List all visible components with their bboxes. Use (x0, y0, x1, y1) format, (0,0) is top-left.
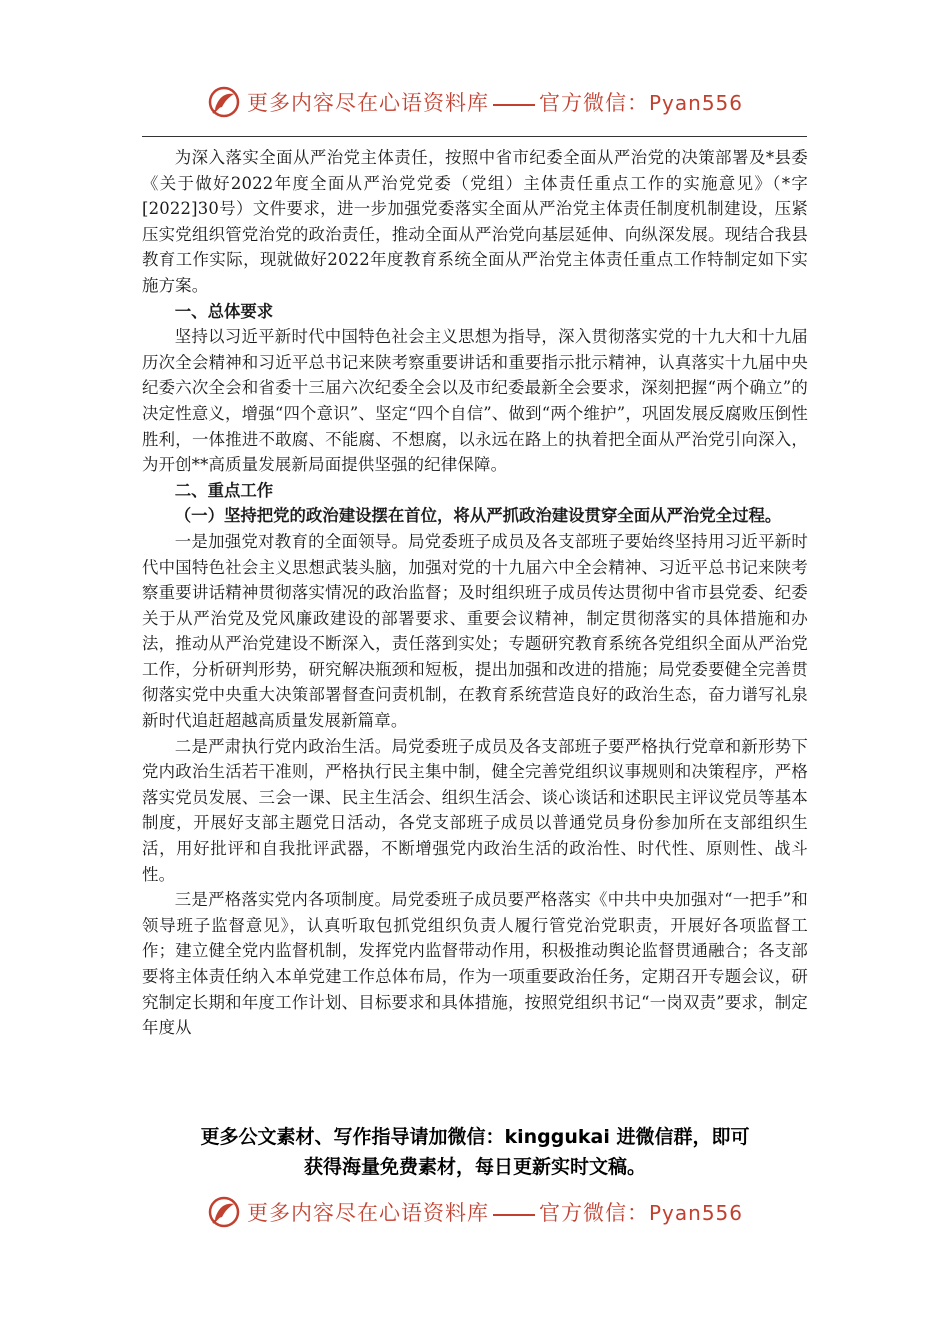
brand-name: 更多内容尽在心语资料库 (246, 1201, 489, 1225)
brand-text (247, 87, 743, 117)
brand-banner-top (0, 82, 950, 122)
brand-text (247, 1197, 743, 1227)
brand-separator (493, 1214, 535, 1216)
promo-line-1: 更多公文素材、写作指导请加微信：kinggukai 进微信群，即可 (200, 1126, 750, 1148)
key-task-item-3: 三是严格落实党内各项制度。局党委班子成员要严格落实《中共中央加强对“一把手”和领导班子监督意见》，认真听取包抓党组织负责人履行管党治党职责，开展好各项监督工作；建立健全党内监督机制，发挥党内监督带动作用，积极推动舆论监督贯通融合；各支部要将主体责任纳入本单党建工作总体布局，作为一项重要政治任务，定期召开专题会议，研究制定长期和年度工作计划、目标要求和具体措施，按照党组织书记“一岗双责”要求，制定年度从 (142, 890, 808, 1038)
brand-name: 更多内容尽在心语资料库 (246, 91, 489, 115)
brand-wechat-label: 官方微信： (538, 91, 649, 115)
key-task-item-2: 二是严肃执行党内政治生活。局党委班子成员及各支部班子要严格执行党章和新形势下党内政治生活若干准则，严格执行民主集中制，健全完善党组织议事规则和决策程序，严格落实党员发展、三会一课、民主生活会、组织生活会、谈心谈话和述职民主评议党员等基本制度，开展好支部主题党日活动，各党支部班子成员以普通党员身份参加所在支部组织生活，用好批评和自我批评武器，不断增强党内政治生活的政治性、时代性、原则性、战斗性。 (142, 736, 808, 884)
promo-line-2: 获得海量免费素材，每日更新实时文稿。 (303, 1156, 646, 1178)
header-divider (142, 136, 807, 137)
section-heading-general-requirements: 一、总体要求 (174, 301, 274, 321)
brand-wechat-id: Pyan556 (648, 91, 743, 115)
promo-notice (120, 1122, 830, 1182)
subsection-heading-political-building: （一）坚持把党的政治建设摆在首位，将从严抓政治建设贯穿全面从严治党全过程。 (174, 506, 782, 526)
brand-wechat-label: 官方微信： (538, 1201, 649, 1225)
section-heading-key-tasks: 二、重点工作 (174, 480, 274, 500)
brand-separator (493, 104, 535, 106)
general-requirements-paragraph: 坚持以习近平新时代中国特色社会主义思想为指导，深入贯彻落实党的十九大和十九届历次全会精神和习近平总书记来陕考察重要讲话和重要指示批示精神，认真落实十九届中央纪委六次全会和省委十三届六次纪委全会以及市纪委最新全会要求，深刻把握“两个确立”的决定性意义，增强“四个意识”、坚定“四个自信”、做到“两个维护”，巩固发展反腐败压倒性胜利，一体推进不敢腐、不能腐、不想腐，以永远在路上的执着把全面从严治党引向深入，为开创**高质量发展新局面提供坚强的纪律保障。 (142, 327, 808, 475)
key-task-item-1: 一是加强党对教育的全面领导。局党委班子成员及各支部班子要始终坚持用习近平新时代中国特色社会主义思想武装头脑，加强对党的十九届六中全会精神、习近平总书记来陕考察重要讲话精神贯彻落实情况的政治监督；及时组织班子成员传达贯彻中省市县党委、纪委关于从严治党及党风廉政建设的部署要求、重要会议精神，制定贯彻落实的具体措施和办法，推动从严治党建设不断深入，责任落到实处；专题研究教育系统各党组织全面从严治党工作，分析研判形势，研究解决瓶颈和短板，提出加强和改进的措施；局党委要健全完善贯彻落实党中央重大决策部署督查问责机制，在教育系统营造良好的政治生态，奋力谱写礼泉新时代追赶超越高质量发展新篇章。 (142, 531, 808, 731)
document-body (142, 145, 808, 1041)
intro-paragraph: 为深入落实全面从严治党主体责任，按照中省市纪委全面从严治党的决策部署及*县委《关于做好2022年度全面从严治党党委（党组）主体责任重点工作的实施意见》（*字[2022]30号）文件要求，进一步加强党委落实全面从严治党主体责任制度机制建设，压紧压实党组织管党治党的政治责任，推动全面从严治党向基层延伸、向纵深发展。现结合我县教育工作实际，现就做好2022年度教育系统全面从严治党主体责任重点工作特制定如下实施方案。 (142, 148, 808, 295)
brand-logo-icon (207, 1195, 241, 1229)
brand-banner-bottom (0, 1192, 950, 1232)
brand-logo-icon (207, 85, 241, 119)
brand-wechat-id: Pyan556 (648, 1201, 743, 1225)
